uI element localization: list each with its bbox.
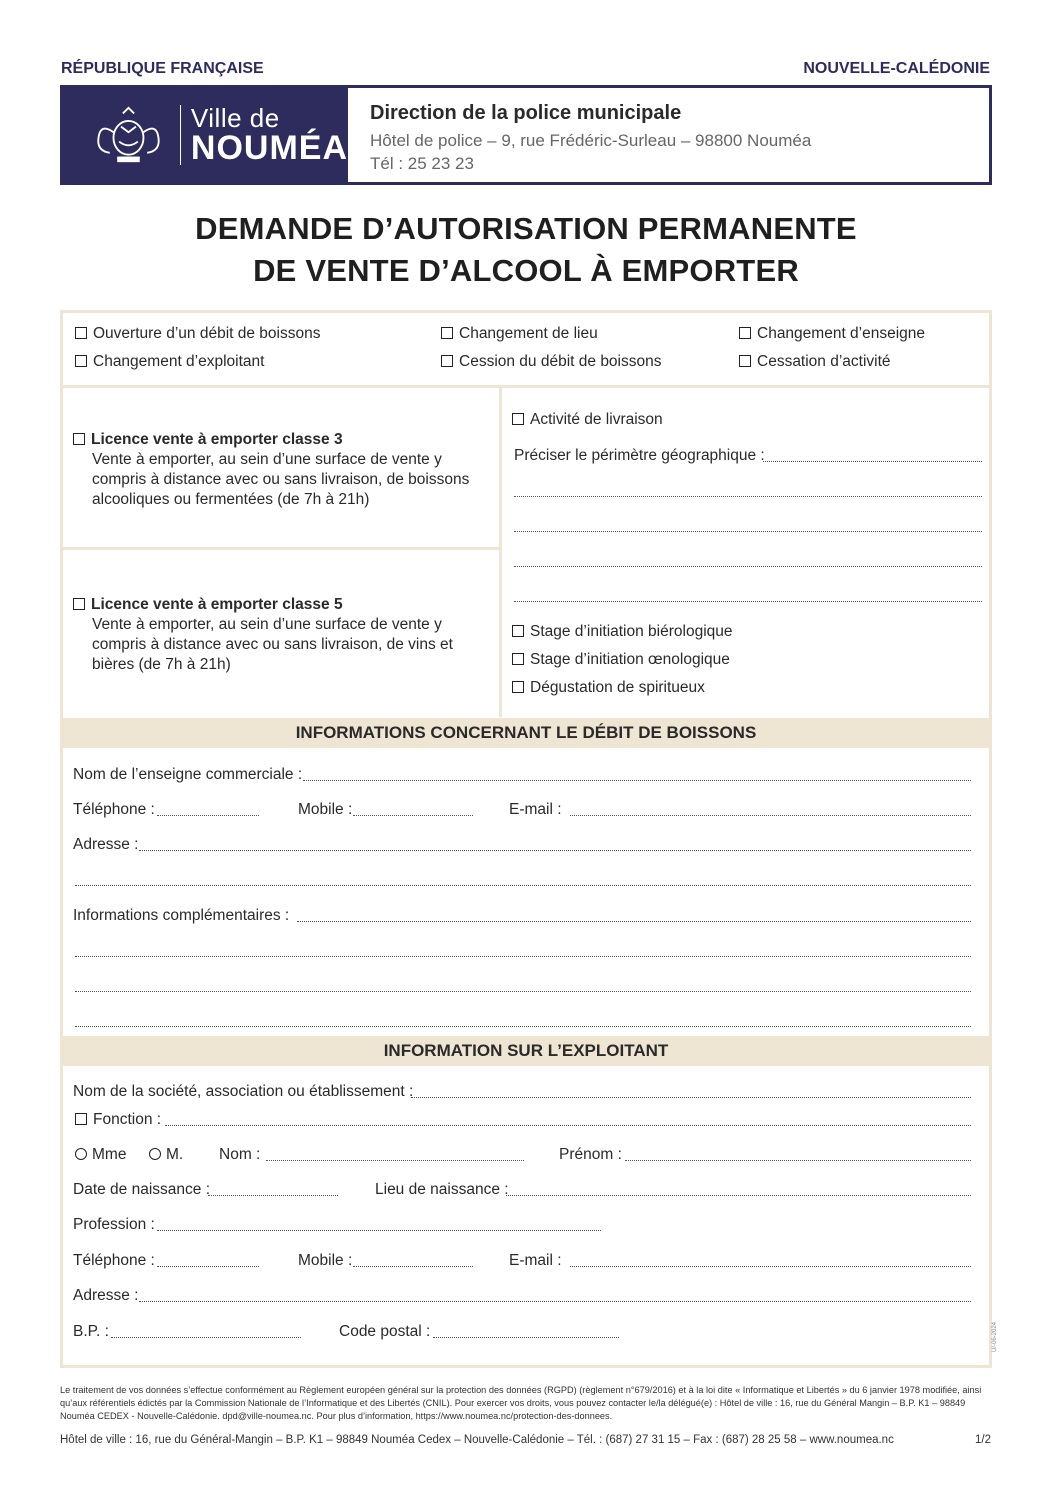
option-delivery[interactable]: Activité de livraison — [512, 411, 663, 429]
operator-mobile-label: Mobile : — [298, 1252, 353, 1269]
checkbox-icon[interactable] — [75, 355, 87, 367]
department-phone: Tél : 25 23 23 — [370, 154, 474, 173]
extra-info-line[interactable] — [75, 956, 971, 957]
checkbox-icon[interactable] — [73, 598, 85, 610]
department-address: Hôtel de police – 9, rue Frédéric-Surleau – 98800 Nouméa — [370, 131, 812, 150]
title-line2: DE VENTE D’ALCOOL À EMPORTER — [253, 253, 799, 288]
operator-phone-field[interactable] — [157, 1266, 259, 1267]
operator-phone-label: Téléphone : — [73, 1252, 155, 1269]
logo-line1: Ville de — [190, 103, 280, 133]
operator-mobile-field[interactable] — [353, 1266, 473, 1267]
top-labels — [61, 60, 990, 80]
extra-info-line[interactable] — [75, 1026, 971, 1027]
section-establishment-title: INFORMATIONS CONCERNANT LE DÉBIT DE BOISSONS — [63, 718, 989, 748]
title-line1: DEMANDE D’AUTORISATION PERMANENTE — [195, 211, 857, 246]
extra-info-label: Informations complémentaires : — [73, 907, 290, 924]
checkbox-icon[interactable] — [75, 327, 87, 339]
perimeter-label: Préciser le périmètre géographique : — [514, 447, 765, 464]
mobile-field[interactable] — [353, 815, 473, 816]
bp-field[interactable] — [111, 1337, 301, 1338]
page-number: 1/2 — [975, 1434, 991, 1446]
checkbox-icon[interactable] — [75, 1113, 87, 1125]
email-field[interactable] — [570, 815, 971, 816]
request-operator-change[interactable]: Changement d’exploitant — [75, 353, 264, 371]
perimeter-line[interactable] — [514, 496, 982, 497]
checkbox-icon[interactable] — [512, 653, 524, 665]
request-opening[interactable]: Ouverture d’un débit de boissons — [75, 325, 320, 343]
gdpr-notice: Le traitement de vos données s’effectue conformément au Règlement européen général sur la protection des données (RGPD) (règlement n°679/2016) et à la loi dite « Informatique et Libertés » du 6 janvier 1978 modifiée, ainsi qu’aux référentiels édictés par la Commission Nationale de l’Informatique et des Libertés (CNIL). Pour exercer vos droits, vous pouvez contacter le/la délégué(e) : Hôtel de ville : 16, rue du Général Mangin – B.P. K1 – 98849 Nouméa CEDEX - Nouvelle-Calédonie. dpd@ville-noumea.nc. Pour plus d’information, https://www.noumea.nc/protection-des-donnees. — [60, 1385, 982, 1421]
request-sign-change[interactable]: Changement d’enseigne — [739, 325, 925, 343]
operator-address-field[interactable] — [139, 1301, 971, 1302]
perimeter-line[interactable] — [514, 601, 982, 602]
checkbox-icon[interactable] — [441, 327, 453, 339]
page-title — [60, 208, 992, 292]
checkbox-icon[interactable] — [739, 327, 751, 339]
checkbox-icon[interactable] — [73, 433, 85, 445]
perimeter-field[interactable] — [763, 461, 982, 462]
option-wine-course[interactable]: Stage d’initiation œnologique — [512, 651, 730, 669]
footer-address: Hôtel de ville : 16, rue du Général-Mangin – B.P. K1 – 98849 Nouméa Cedex – Nouvelle-Calédonie – Tél. : (687) 27 31 15 – Fax : (687) 28 25 58 – www.noumea.nc — [60, 1434, 894, 1446]
extra-info-line[interactable] — [75, 991, 971, 992]
section-operator-title: INFORMATION SUR L’EXPLOITANT — [63, 1036, 989, 1066]
licence-class5[interactable]: Licence vente à emporter classe 5 — [73, 596, 343, 614]
country-label: RÉPUBLIQUE FRANÇAISE — [61, 60, 264, 77]
name-field[interactable] — [266, 1160, 524, 1161]
checkbox-icon[interactable] — [512, 625, 524, 637]
logo-line2: NOUMÉA — [190, 129, 348, 167]
city-emblem-icon — [91, 102, 166, 168]
territory-label: NOUVELLE-CALÉDONIE — [803, 60, 990, 77]
birth-place-field[interactable] — [506, 1195, 971, 1196]
perimeter-line[interactable] — [514, 566, 982, 567]
request-transfer[interactable]: Cession du débit de boissons — [441, 353, 662, 371]
checkbox-icon[interactable] — [512, 681, 524, 693]
perimeter-line[interactable] — [514, 531, 982, 532]
licence-class3-desc: Vente à emporter, au sein d’une surface de vente y compris à distance avec ou sans livraison, de boissons alcooliques ou fermentées (de 7h à 21h) — [92, 451, 470, 508]
firstname-field[interactable] — [625, 1160, 971, 1161]
checkbox-icon[interactable] — [739, 355, 751, 367]
licence-class5-desc: Vente à emporter, au sein d’une surface de vente y compris à distance avec ou sans livraison, de vins et bières (de 7h à 21h) — [92, 616, 453, 673]
radio-icon[interactable] — [149, 1148, 161, 1160]
option-spirits-tasting[interactable]: Dégustation de spiritueux — [512, 679, 705, 697]
checkbox-icon[interactable] — [441, 355, 453, 367]
operator-email-field[interactable] — [570, 1266, 971, 1267]
address-field[interactable] — [139, 850, 971, 851]
birth-date-label: Date de naissance : — [73, 1181, 211, 1198]
profession-field[interactable] — [157, 1230, 601, 1231]
licence-class3[interactable]: Licence vente à emporter classe 3 — [73, 431, 343, 449]
function-option[interactable]: Fonction : — [75, 1111, 161, 1129]
title-m[interactable]: M. — [149, 1146, 183, 1164]
brand-label: Nom de l’enseigne commerciale : — [73, 766, 303, 783]
radio-icon[interactable] — [75, 1148, 87, 1160]
divider — [499, 385, 502, 717]
profession-label: Profession : — [73, 1216, 155, 1233]
request-location-change[interactable]: Changement de lieu — [441, 325, 598, 343]
brand-field[interactable] — [303, 780, 971, 781]
function-field[interactable] — [165, 1125, 971, 1126]
request-cessation[interactable]: Cessation d’activité — [739, 353, 891, 371]
phone-field[interactable] — [157, 815, 259, 816]
bp-label: B.P. : — [73, 1323, 109, 1340]
address-label: Adresse : — [73, 836, 139, 853]
option-beer-course[interactable]: Stage d’initiation biérologique — [512, 623, 733, 641]
form-reference: U/-06-2024 — [992, 1321, 998, 1352]
operator-email-label: E-mail : — [509, 1252, 562, 1269]
address-line[interactable] — [75, 885, 971, 886]
divider — [63, 385, 989, 388]
mobile-label: Mobile : — [298, 801, 353, 818]
form-frame — [60, 310, 992, 1368]
department-title: Direction de la police municipale — [370, 102, 682, 124]
name-label: Nom : — [219, 1146, 261, 1163]
operator-address-label: Adresse : — [73, 1287, 139, 1304]
logo-text — [191, 105, 348, 165]
logo-divider — [180, 105, 181, 165]
checkbox-icon[interactable] — [512, 413, 524, 425]
header-box — [60, 85, 992, 185]
divider — [63, 547, 501, 550]
birth-date-field[interactable] — [208, 1195, 338, 1196]
email-label: E-mail : — [509, 801, 562, 818]
logo-panel — [63, 88, 348, 182]
title-mme[interactable]: Mme — [75, 1146, 126, 1164]
department-info — [348, 88, 811, 182]
extra-info-field[interactable] — [297, 921, 971, 922]
firstname-label: Prénom : — [559, 1146, 622, 1163]
postal-code-label: Code postal : — [339, 1323, 431, 1340]
phone-label: Téléphone : — [73, 801, 155, 818]
company-label: Nom de la société, association ou établissement : — [73, 1083, 414, 1100]
birth-place-label: Lieu de naissance : — [375, 1181, 509, 1198]
postal-code-field[interactable] — [433, 1337, 619, 1338]
company-field[interactable] — [411, 1097, 971, 1098]
